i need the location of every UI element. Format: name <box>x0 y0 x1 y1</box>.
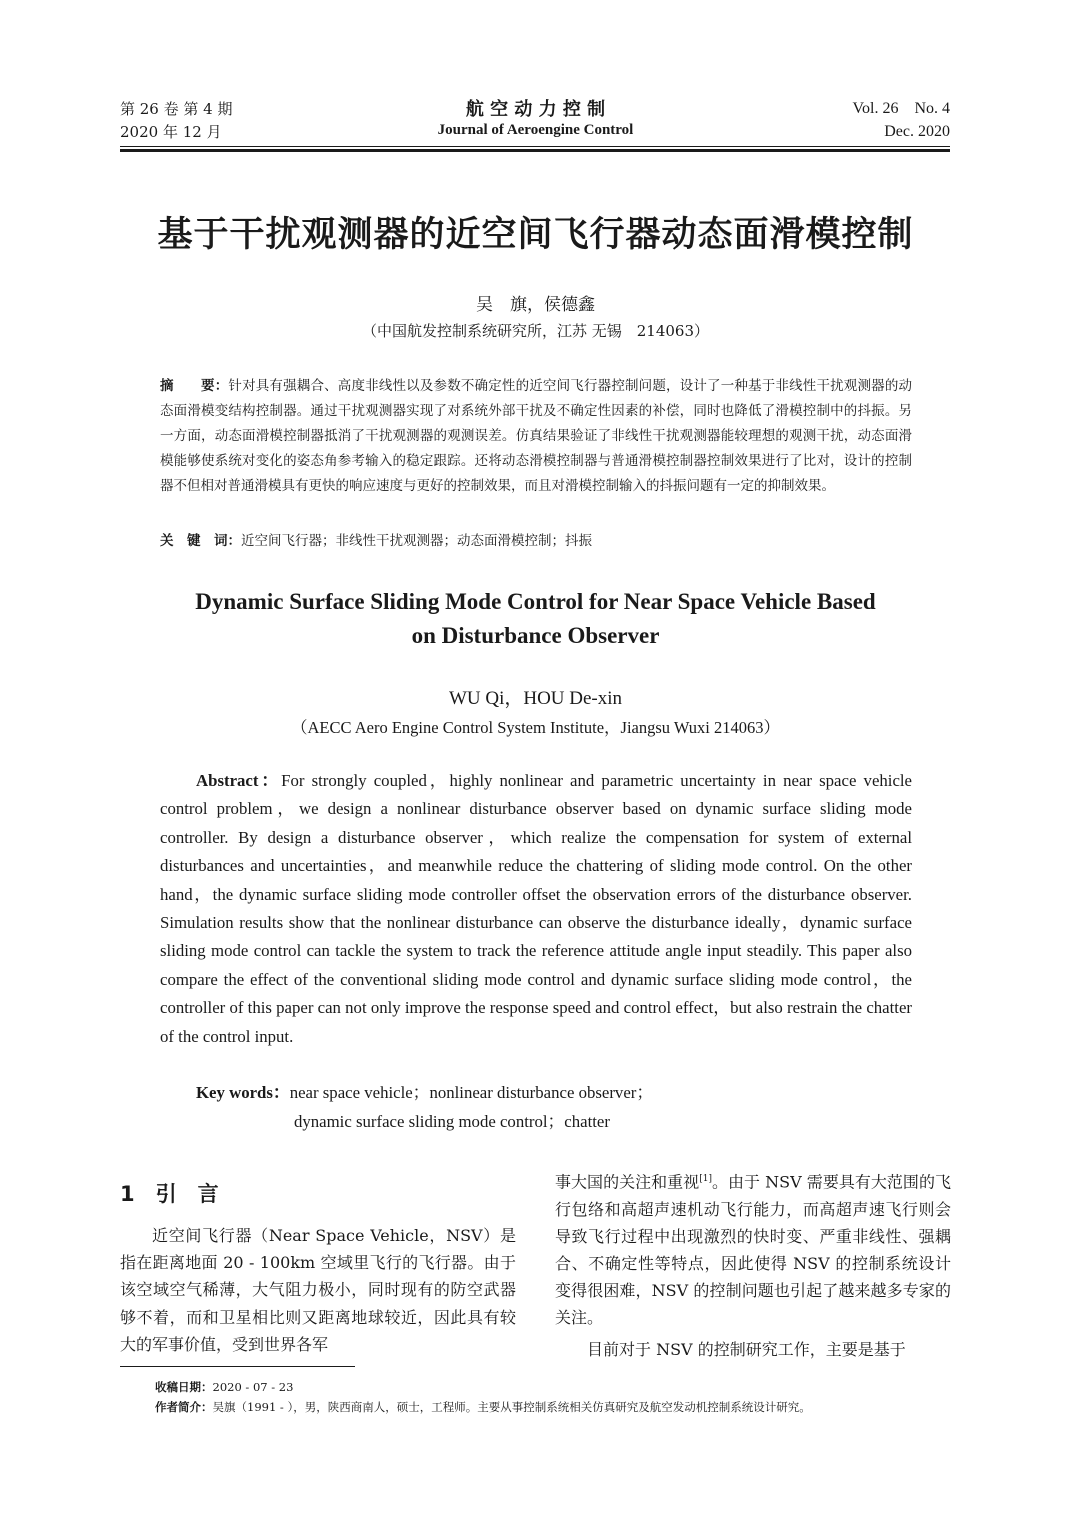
abstract-zh-label: 摘 要： <box>160 378 229 394</box>
footnote-rule <box>120 1366 355 1367</box>
journal-name-zh: 航 空 动 力 控 制 <box>465 99 606 120</box>
paper-title-en <box>0 585 1071 653</box>
bio-text: 吴旗（1991 - ），男，陕西商南人，硕士，工程师。主要从事控制系统相关仿真研究及航空发动机控制系统设计研究。 <box>212 1400 811 1414</box>
keywords-en <box>196 1079 896 1107</box>
volume-issue-zh: 第 26 卷 第 4 期 <box>120 100 233 118</box>
bio-label: 作者简介： <box>155 1400 213 1414</box>
citation-ref: [1] <box>699 1174 712 1184</box>
received-date <box>155 1378 293 1397</box>
date-en: Dec. 2020 <box>884 123 950 140</box>
keywords-zh-label: 关 键 词： <box>160 533 241 549</box>
section1-left-paragraph: 近空间飞行器（Near Space Vehicle，NSV）是指在距离地面 20 - 100km 空域里飞行的飞行器。由于该空域空气稀薄，大气阻力极小，同时现有的防空武器够不着，而和卫星相比则又距离地球较近，因此具有较大的军事价值，受到世界各军 <box>120 1226 516 1354</box>
abstract-zh-text: 针对具有强耦合、高度非线性以及参数不确定性的近空间飞行器控制问题，设计了一种基于非线性干扰观测器的动态面滑模变结构控制器。通过干扰观测器实现了对系统外部干扰及不确定性因素的补偿，同时也降低了滑模控制中的抖振。另一方面，动态面滑模控制器抵消了干扰观测器的观测误差。仿真结果验证了非线性干扰观测器能较理想的观测干扰，动态面滑模能够使系统对变化的姿态角参考输入的稳定跟踪。还将动态滑模控制器与普通滑模控制器控制效果进行了比对，设计的控制器不但相对普通滑模具有更快的响应速度与更好的控制效果，而且对滑模控制输入的抖振问题有一定的抑制效果。 <box>160 378 913 494</box>
abstract-en <box>160 767 912 1051</box>
right-para1-rest: 。由于 NSV 需要具有大范围的飞行包络和高超声速机动飞行能力，而高超声速飞行则会导致飞行过程中出现激烈的快时变、严重非线性、强耦合、不确定性等特点，因此使得 NSV 的控制系统设计变得很困难，NSV 的控制问题也引起了越来越多专家的关注。 <box>555 1172 951 1328</box>
paper-title-en-line2: on Disturbance Observer <box>411 623 660 648</box>
volume-issue-en: Vol. 26 No. 4 <box>852 100 950 117</box>
keywords-zh <box>160 529 912 554</box>
affiliation-zh: （中国航发控制系统研究所，江苏 无锡 214063） <box>361 322 710 340</box>
section1-right-paragraph-2: 目前对于 NSV 的控制研究工作，主要是基于 <box>587 1340 906 1359</box>
paper-title-en-line1: Dynamic Surface Sliding Mode Control for Near Space Vehicle Based <box>195 589 876 614</box>
keywords-en-continued: dynamic surface sliding mode control；chatter <box>294 1112 610 1131</box>
journal-name-en: Journal of Aeroengine Control <box>437 122 634 138</box>
keywords-en-line1: near space vehicle；nonlinear disturbance observer； <box>289 1083 654 1102</box>
keywords-zh-text: 近空间飞行器；非线性干扰观测器；动态面滑模控制；抖振 <box>241 533 592 549</box>
received-label: 收稿日期： <box>155 1380 213 1394</box>
right-para1-start: 事大国的关注和重视 <box>555 1172 700 1192</box>
abstract-en-label: Abstract： <box>196 771 282 790</box>
header-rule-thin <box>120 146 950 147</box>
paper-title-zh: 基于干扰观测器的近空间飞行器动态面滑模控制 <box>157 215 914 255</box>
keywords-en-label: Key words： <box>196 1083 290 1102</box>
affiliation-en: （AECC Aero Engine Control System Institute，Jiangsu Wuxi 214063） <box>291 718 780 737</box>
abstract-en-text: For strongly coupled，highly nonlinear and parametric uncertainty in near space vehicle control problem，we design a nonlinear disturbance observer based on dynamic surface sliding mode controller. By design a disturbance observer，which realize the compensation for system of external disturbances and uncertainties，and meanwhile reduce the chattering of sliding mode control. On the other hand，the dynamic surface sliding mode controller offset the observation errors of the disturbance observer. Simulation results show that the nonlinear disturbance can observe the disturbance ideally，dynamic surface sliding mode control can tackle the system to track the reference attitude angle input steadily. This paper also compare the effect of the conventional sliding mode control and dynamic surface sliding mode control，the controller of this paper can not only improve the response speed and control effect，but also restrain the chatter of the control input. <box>160 771 912 1046</box>
date-zh: 2020 年 12 月 <box>120 123 222 141</box>
received-value: 2020 - 07 - 23 <box>212 1380 294 1394</box>
authors-zh: 吴 旗，侯德鑫 <box>476 295 595 315</box>
section1-right-paragraph-1 <box>555 1166 951 1332</box>
section-heading: 1 引 言 <box>120 1182 219 1206</box>
authors-en: WU Qi，HOU De-xin <box>448 688 623 709</box>
header-rule-thick <box>120 149 950 152</box>
author-bio <box>155 1398 811 1417</box>
abstract-zh <box>160 374 912 499</box>
